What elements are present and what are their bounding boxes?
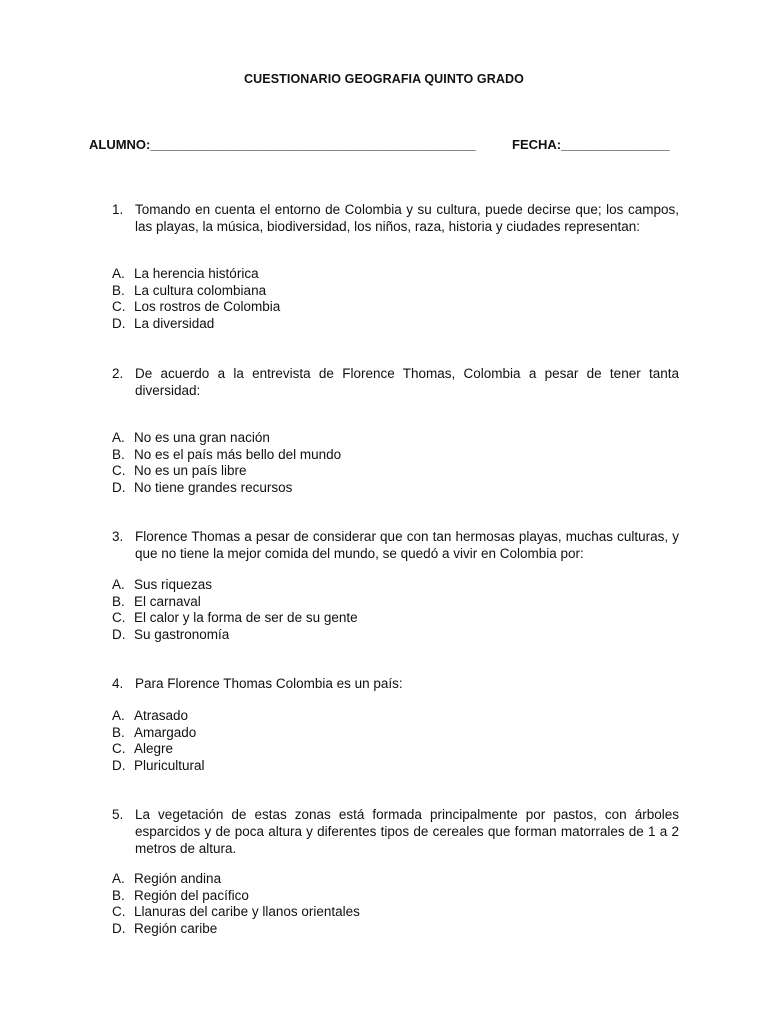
option-letter: C. [112, 741, 126, 756]
option-letter: D. [112, 757, 126, 773]
option-d [0, 627, 768, 644]
option-text: No es un país libre [134, 463, 247, 478]
alumno-field: ALUMNO:_____________________________________________ [89, 137, 476, 152]
option-b [0, 888, 768, 905]
option-text: No es el país más bello del mundo [134, 446, 342, 462]
question-text: Para Florence Thomas Colombia es un país: [135, 676, 403, 691]
student-fields [89, 137, 679, 152]
option-letter: A. [112, 577, 125, 592]
question-text: De acuerdo a la entrevista de Florence Thomas, Colombia a pesar de tener tanta diversidad: [135, 366, 679, 398]
option-b [0, 594, 768, 611]
option-a [0, 871, 768, 888]
question-4-options [0, 708, 768, 774]
question-3-options [0, 577, 768, 643]
option-letter: B. [112, 282, 125, 298]
option-d [0, 316, 768, 333]
question-text: Florence Thomas a pesar de considerar que con tan hermosas playas, muchas culturas, y que no tiene la mejor comida del mundo, se quedó a vivir en Colombia por: [135, 529, 679, 561]
option-text: Región andina [134, 871, 222, 886]
option-letter: B. [112, 593, 125, 609]
option-text: No tiene grandes recursos [134, 479, 293, 495]
option-letter: A. [112, 266, 125, 281]
option-b [0, 447, 768, 464]
question-number: 5. [112, 807, 124, 822]
option-letter: D. [112, 479, 126, 495]
option-text: No es una gran nación [134, 430, 270, 445]
option-text: Su gastronomía [134, 626, 230, 642]
option-a [0, 266, 768, 283]
document-title: CUESTIONARIO GEOGRAFIA QUINTO GRADO [244, 72, 524, 86]
option-text: La cultura colombiana [134, 282, 267, 298]
option-letter: D. [112, 920, 126, 936]
option-a [0, 430, 768, 447]
option-letter: C. [112, 610, 126, 625]
option-c [0, 904, 768, 921]
option-text: Atrasado [134, 708, 189, 723]
option-d [0, 480, 768, 497]
option-text: Los rostros de Colombia [134, 299, 281, 314]
option-d [0, 921, 768, 938]
option-text: Amargado [134, 724, 197, 740]
option-text: Región del pacífico [134, 887, 249, 903]
option-letter: D. [112, 315, 126, 331]
option-letter: A. [112, 871, 125, 886]
option-letter: D. [112, 626, 126, 642]
option-text: La herencia histórica [134, 266, 259, 281]
question-text: Tomando en cuenta el entorno de Colombia y su cultura, puede decirse que; los campos, las playas, la música, biodiversidad, los niños, raza, historia y ciudades representan: [135, 202, 679, 234]
option-letter: C. [112, 299, 126, 314]
option-letter: A. [112, 430, 125, 445]
option-c [0, 463, 768, 480]
question-number: 1. [112, 202, 124, 217]
option-text: La diversidad [134, 315, 215, 331]
option-b [0, 283, 768, 300]
option-letter: B. [112, 887, 125, 903]
question-number: 3. [112, 529, 124, 544]
option-letter: C. [112, 463, 126, 478]
option-text: El calor y la forma de ser de su gente [134, 610, 358, 625]
option-letter: C. [112, 904, 126, 919]
option-text: El carnaval [134, 593, 201, 609]
question-text: La vegetación de estas zonas está formada principalmente por pastos, con árboles esparcidos y de poca altura y diferentes tipos de cereales que forman matorrales de 1 a 2 metros de altura. [135, 807, 679, 856]
option-letter: B. [112, 724, 125, 740]
option-a [0, 577, 768, 594]
option-c [0, 741, 768, 758]
option-text: Alegre [134, 741, 174, 756]
question-number: 2. [112, 366, 124, 381]
option-c [0, 299, 768, 316]
option-text: Pluricultural [134, 757, 205, 773]
option-letter: B. [112, 446, 125, 462]
option-a [0, 708, 768, 725]
option-d [0, 758, 768, 775]
question-number: 4. [112, 676, 124, 691]
option-text: Sus riquezas [134, 577, 213, 592]
question-5-options [0, 871, 768, 937]
fecha-field: FECHA:_______________ [512, 137, 670, 152]
option-text: Región caribe [134, 920, 218, 936]
option-text: Llanuras del caribe y llanos orientales [134, 904, 360, 919]
question-2-options [0, 430, 768, 496]
option-letter: A. [112, 708, 125, 723]
question-1-options [0, 266, 768, 332]
option-b [0, 725, 768, 742]
option-c [0, 610, 768, 627]
